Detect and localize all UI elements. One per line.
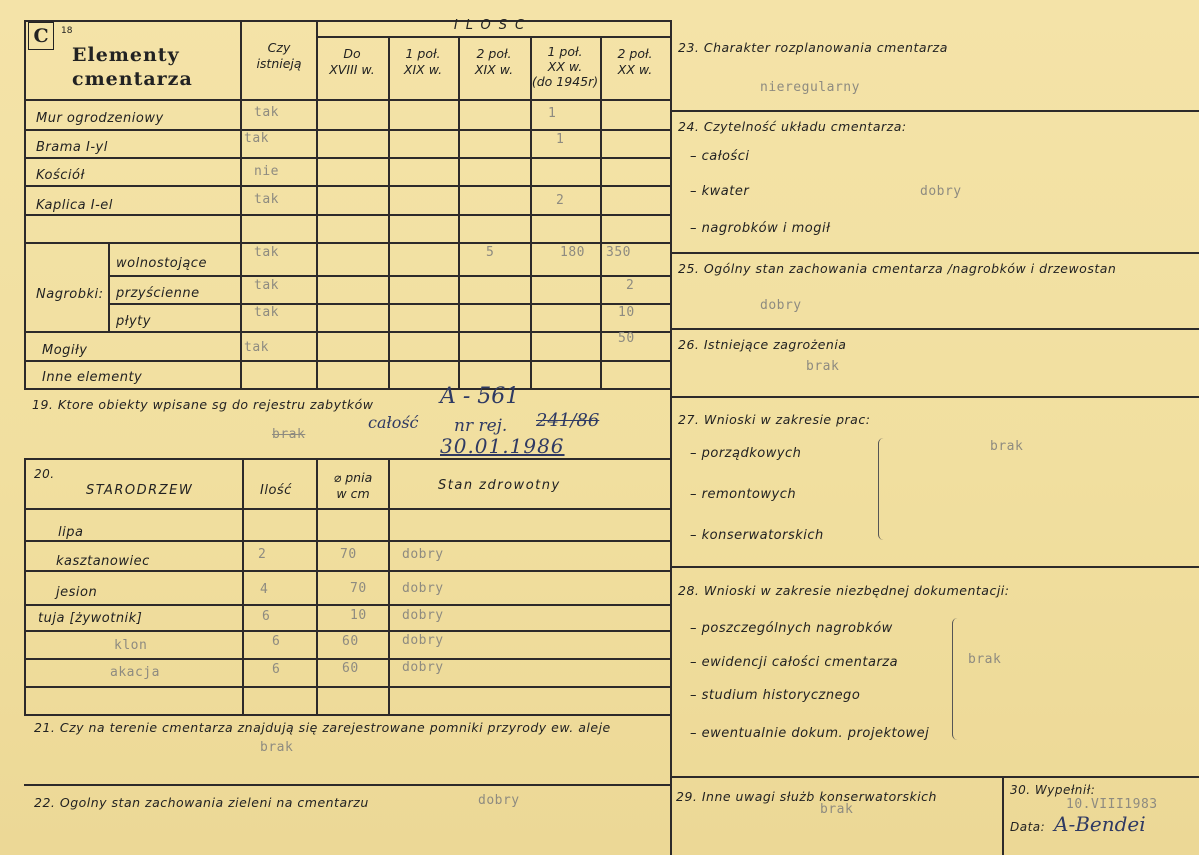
s27-label: 27. Wnioski w zakresie prac:: [678, 412, 871, 427]
card-letter: C: [33, 25, 49, 47]
title-line2: cmentarza: [72, 68, 193, 90]
tree-pien: 70: [350, 581, 367, 596]
tree-name: klon: [114, 638, 148, 653]
mogily-value: 50: [618, 331, 635, 346]
card-letter-sup: 18: [61, 26, 73, 36]
s28-label: 28. Wnioski w zakresie niezbędnej dokumentacji:: [678, 583, 1010, 598]
s20-col-name: STARODRZEW: [86, 483, 194, 498]
inne-elementy-label: Inne elementy: [42, 370, 143, 385]
s20-col-pnia: ⌀ pnia w cm: [333, 470, 373, 501]
s25-value: dobry: [760, 298, 802, 313]
s23-value: nieregularny: [760, 80, 860, 95]
row-value: 1: [548, 106, 557, 121]
mogily-czy: tak: [244, 340, 269, 355]
s27-value: brak: [990, 439, 1024, 454]
s21-value: brak: [260, 740, 294, 755]
col-1pol-xix: 1 poł. XIX w.: [403, 46, 443, 77]
s29-label: 29. Inne uwagi służb konserwatorskich: [676, 789, 937, 804]
row-czy: tak: [244, 131, 269, 146]
tree-name: tuja [żywotnik]: [38, 611, 143, 626]
nagrobki-czy: tak: [254, 278, 279, 293]
s24-item: – całości: [690, 149, 750, 164]
nagrobki-value: 180: [560, 245, 585, 260]
s28-value: brak: [968, 652, 1002, 667]
tree-pien: 60: [342, 661, 359, 676]
nagrobki-row-label: przyścienne: [116, 286, 200, 301]
nagrobki-row-label: wolnostojące: [116, 256, 207, 271]
nagrobki-row-label: płyty: [116, 314, 151, 329]
tree-stan: dobry: [402, 608, 444, 623]
s20-num: 20.: [34, 467, 55, 481]
col-2pol-xx: 2 poł. XX w.: [617, 46, 653, 77]
s25-label: 25. Ogólny stan zachowania cmentarza /nagrobków i drzewostan: [678, 261, 1117, 276]
s20-col-stan: Stan zdrowotny: [438, 478, 561, 493]
title-line1: Elementy: [72, 44, 180, 66]
card-letter-box: [28, 22, 54, 50]
s28-brace: [952, 618, 963, 740]
tree-ilosc: 2: [258, 547, 267, 562]
s26-label: 26. Istniejące zagrożenia: [678, 337, 847, 352]
s30-date: 10.VIII1983: [1066, 797, 1158, 812]
nagrobki-czy: tak: [254, 245, 279, 260]
nagrobki-value: 10: [618, 305, 635, 320]
row-czy: tak: [254, 192, 279, 207]
s19-calosc: całość: [368, 413, 419, 432]
s19-typed: brak: [272, 427, 306, 442]
col-2pol-xix: 2 poł. XIX w.: [474, 46, 514, 77]
col-1pol-xx: 1 poł. XX w. (do 1945r): [531, 44, 599, 89]
s28-item: – ewentualnie dokum. projektowej: [690, 726, 930, 741]
tree-stan: dobry: [402, 660, 444, 675]
s30-signature: A-Bendei: [1054, 812, 1146, 836]
nagrobki-czy: tak: [254, 305, 279, 320]
s24-item: – kwater: [690, 184, 750, 199]
tree-ilosc: 4: [260, 582, 269, 597]
tree-ilosc: 6: [262, 609, 271, 624]
s19-nr-rej: nr rej.: [454, 416, 508, 436]
tree-pien: 10: [350, 608, 367, 623]
row-label: Kaplica I-el: [36, 198, 113, 213]
col-do-xviii: Do XVIII w.: [329, 46, 375, 77]
s19-label: 19. Ktore obiekty wpisane sg do rejestru zabytków: [32, 397, 374, 412]
s21-label: 21. Czy na terenie cmentarza znajdują się zarejestrowane pomniki przyrody ew. aleje: [34, 720, 611, 735]
s19-date: 30.01.1986: [440, 434, 565, 458]
s27-brace: [878, 438, 889, 540]
tree-name: jesion: [56, 585, 98, 600]
s28-item: – studium historycznego: [690, 688, 861, 703]
tree-name: lipa: [58, 525, 84, 540]
row-czy: nie: [254, 164, 279, 179]
s27-item: – konserwatorskich: [690, 528, 824, 543]
row-value: 2: [556, 193, 565, 208]
s19-struck-number: 241/86: [536, 410, 600, 431]
s27-item: – remontowych: [690, 487, 797, 502]
row-value: 1: [556, 132, 565, 147]
col-czy-istnieja: Czy istnieją: [256, 40, 302, 71]
nagrobki-value: 350: [606, 245, 631, 260]
row-label: Mur ogrodzeniowy: [36, 111, 164, 126]
nagrobki-value: 2: [626, 278, 635, 293]
row-czy: tak: [254, 105, 279, 120]
mogily-label: Mogiły: [42, 343, 88, 358]
s28-item: – ewidencji całości cmentarza: [690, 655, 899, 670]
row-label: Brama I-yl: [36, 140, 108, 155]
tree-stan: dobry: [402, 581, 444, 596]
tree-ilosc: 6: [272, 662, 281, 677]
s24-value: dobry: [920, 184, 962, 199]
tree-stan: dobry: [402, 547, 444, 562]
tree-name: akacja: [110, 665, 160, 680]
row-label: Kościół: [36, 168, 85, 183]
tree-pien: 60: [342, 634, 359, 649]
s29-value: brak: [820, 802, 854, 817]
nagrobki-value: 5: [486, 245, 495, 260]
s26-value: brak: [806, 359, 840, 374]
s30-data-label: Data:: [1010, 820, 1046, 834]
tree-pien: 70: [340, 547, 357, 562]
s22-label: 22. Ogolny stan zachowania zieleni na cmentarzu: [34, 795, 369, 810]
s30-label: 30. Wypełnił:: [1010, 783, 1096, 797]
s24-item: – nagrobków i mogił: [690, 221, 831, 236]
s22-value: dobry: [478, 793, 520, 808]
s24-label: 24. Czytelność układu cmentarza:: [678, 119, 907, 134]
s19-register-number: A - 561: [440, 384, 520, 409]
s23-label: 23. Charakter rozplanowania cmentarza: [678, 40, 948, 55]
tree-ilosc: 6: [272, 634, 281, 649]
s27-item: – porządkowych: [690, 446, 802, 461]
tree-name: kasztanowiec: [56, 554, 150, 569]
tree-stan: dobry: [402, 633, 444, 648]
ilosc-header: ILOSC: [453, 18, 533, 33]
s28-item: – poszczególnych nagrobków: [690, 621, 893, 636]
s20-col-ilosc: Ilość: [260, 483, 292, 498]
nagrobki-label: Nagrobki:: [36, 287, 104, 302]
